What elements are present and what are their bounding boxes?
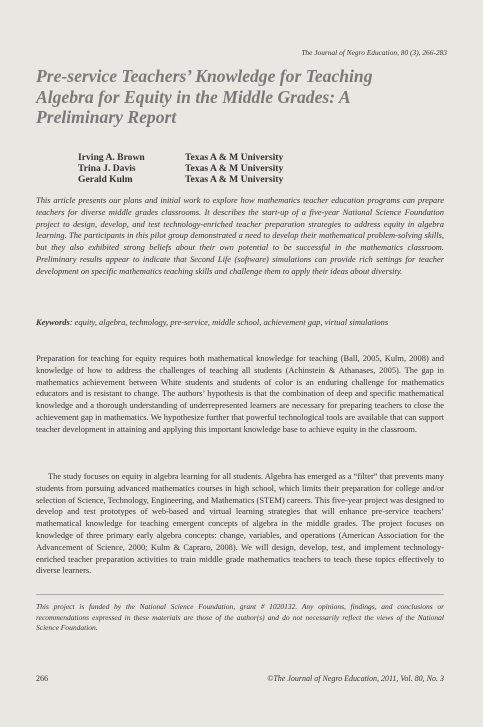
keywords <box>36 317 444 329</box>
keywords-label: Keywords <box>36 317 70 327</box>
author-affiliation: Texas A & M University <box>185 152 284 163</box>
author-name: Trina J. Davis <box>78 163 136 174</box>
footer-journal-citation: ©The Journal of Negro Education, 2011, Vol. 80, No. 3 <box>267 674 444 683</box>
footnote-divider <box>36 594 444 595</box>
author-affiliation: Texas A & M University <box>185 174 284 185</box>
author-row <box>78 174 283 185</box>
journal-citation-header: The Journal of Negro Education, 80 (3), 266-283 <box>301 48 447 57</box>
author-name: Irving A. Brown <box>78 152 145 163</box>
title-line: Pre-service Teachers’ Knowledge for Teaching <box>36 66 373 86</box>
article-title <box>36 66 456 128</box>
title-line: Preliminary Report <box>36 107 177 127</box>
author-name: Gerald Kulm <box>78 174 133 185</box>
body-paragraph: The study focuses on equity in algebra learning for all students. Algebra has emerged as a “filter” that prevents many students from pursuing advanced mathematics courses in high school, which limits their preparation for college and/or selection of Science, Technology, Engineering, and Mathematics (STEM) careers. This five-year project was designed to develop and test prototypes of web-based and virtual learning strategies that will enhance pre-service teachers’ mathematical knowledge for teaching emergent concepts of algebra in the middle grades. The project focuses on knowledge of three primary early algebra concepts: change, variables, and operations (American Association for the Advancement of Science, 2000; Kulm & Capraro, 2008). We will design, develop, test, and implement technology-enriched teacher preparation activities to train middle grade mathematics teachers to teach these topics effectively to diverse learners. <box>36 471 444 576</box>
author-row <box>78 163 283 174</box>
page-number: 266 <box>36 674 48 683</box>
body-paragraph: Preparation for teaching for equity requires both mathematical knowledge for teaching (Ball, 2005, Kulm, 2008) and knowledge of how to address the challenges of teaching all students (Achinstein & Athanases, 2005). The gap in mathematics achievement between White students and students of color is an enduring challenge for mathematics educators and is resistant to change. The authors’ hypothesis is that the combination of deep and specific mathematical knowledge and a thorough understanding of underrepresented learners are necessary for preparing teachers to close the achievement gap in mathematics. We hypothesize further that powerful technological tools are available that can support teacher development in attaining and applying this important knowledge base to achieve equity in the classroom. <box>36 353 444 434</box>
author-row <box>78 152 283 163</box>
funding-footnote: This project is funded by the National Science Foundation, grant # 1020132. Any opinions, findings, and conclusions or recommendations expressed in these materials are those of the author(s) and do not necessarily reflect the views of the National Science Foundation. <box>36 602 444 632</box>
abstract: This article presents our plans and initial work to explore how mathematics teacher education programs can prepare teachers for diverse middle grades classrooms. It describes the start-up of a five-year National Science Foundation project to design, develop, and test technology-enriched teacher preparation strategies to address equity in algebra learning. The participants in this pilot group demonstrated a need to develop their mathematical problem-solving skills, but they also exhibited strong beliefs about their own potential to be successful in the mathematics classroom. Preliminary results appear to indicate that Second Life (software) simulations can provide rich settings for teacher development on specific mathematics teaching skills and challenge them to apply their ideas about diversity. <box>36 195 444 276</box>
author-affiliation: Texas A & M University <box>185 163 284 174</box>
author-list <box>78 152 283 185</box>
keywords-text: : equity, algebra, technology, pre-service, middle school, achievement gap, virtual simulations <box>69 317 389 327</box>
title-line: Algebra for Equity in the Middle Grades: A <box>36 86 351 107</box>
